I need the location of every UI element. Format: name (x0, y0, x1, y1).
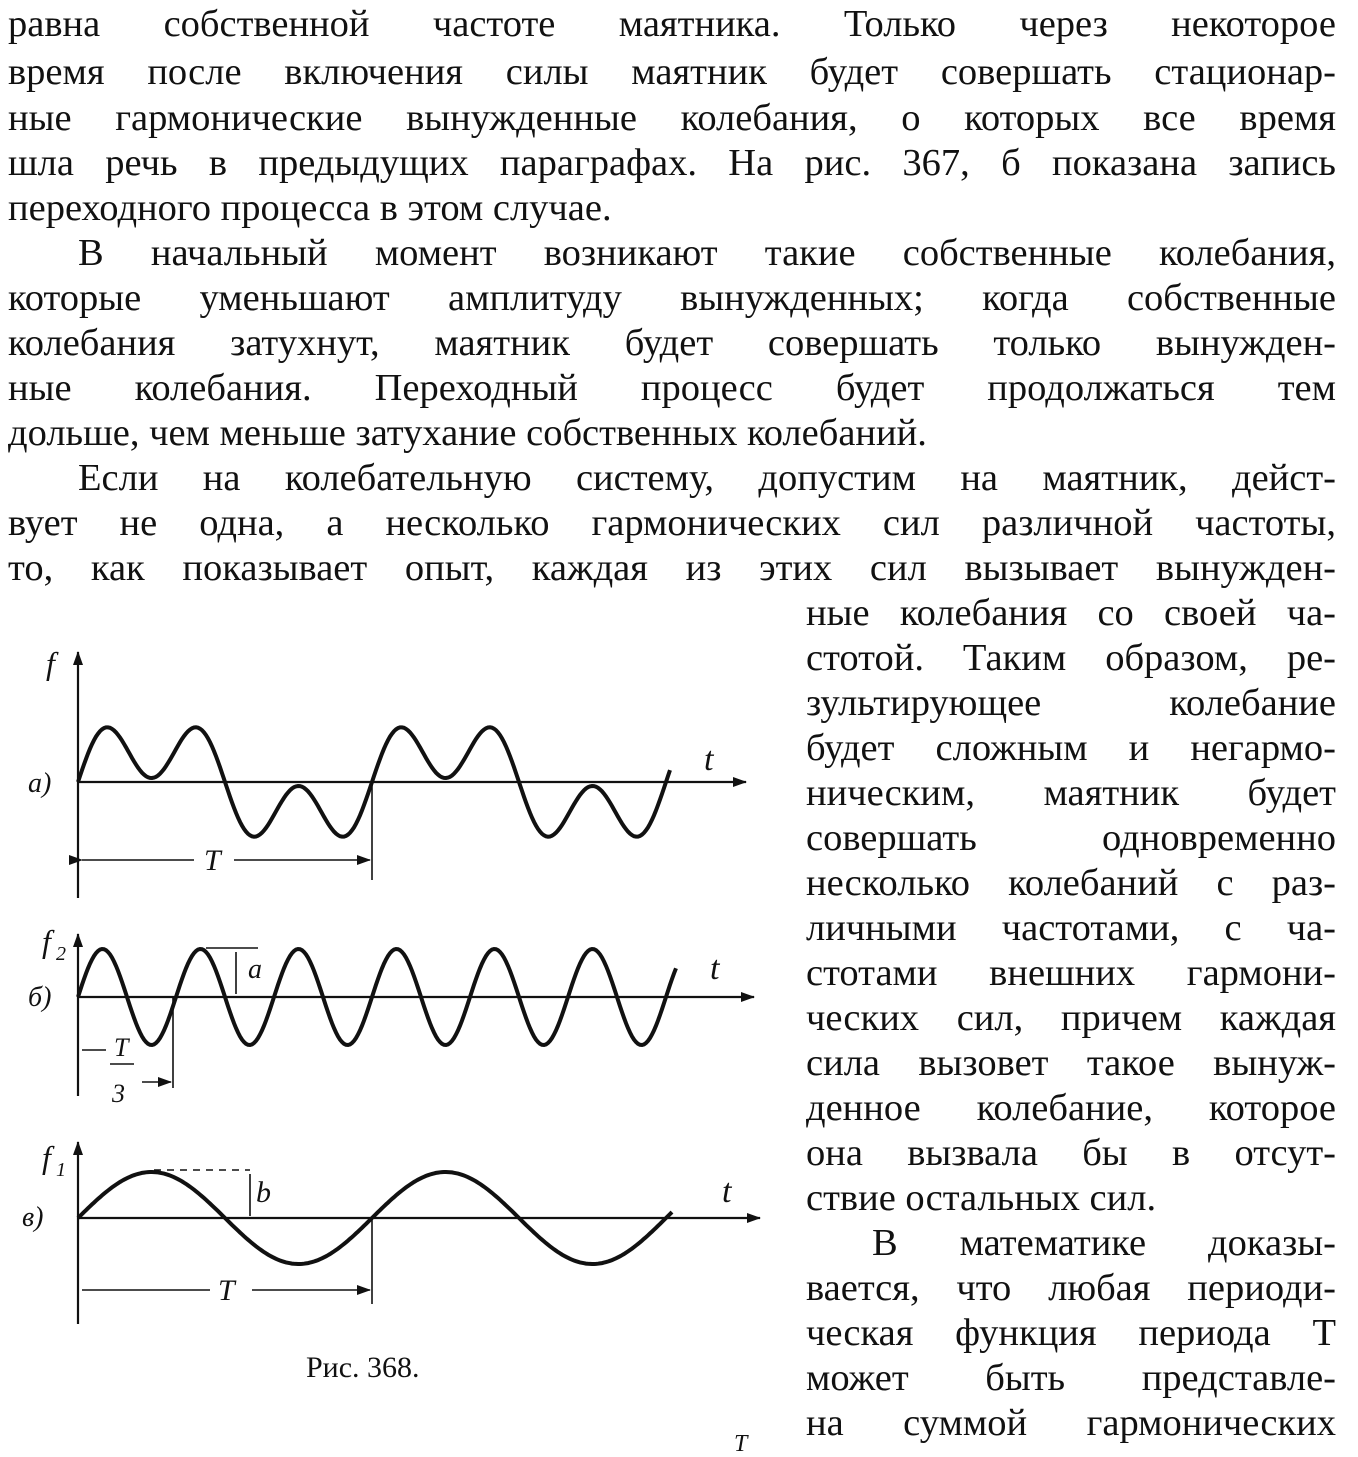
y-axis-label: f (46, 645, 55, 681)
text-line: переходного процесса в этом случае. (8, 187, 612, 229)
text-line: Если на колебательную систему, допустим на маятник, дейст- (78, 457, 1336, 499)
y-axis-label: f (42, 1139, 51, 1175)
text-line: зультирующее колебание (806, 682, 1336, 724)
text-line: стотами внешних гармони- (806, 952, 1336, 994)
cut-off-glyph: T (734, 1431, 748, 1457)
text-line: ническим, маятник будет (806, 772, 1336, 814)
text-line: стотой. Таким образом, ре- (806, 637, 1336, 679)
text-line: совершать одновременно (806, 817, 1336, 859)
text-line: ные гармонические вынужденные колебания, о которых все время (8, 97, 1336, 139)
text-line: вается, что любая периоди- (806, 1267, 1336, 1309)
panel-label: а) (28, 768, 52, 799)
text-line: будет сложным и негармо- (806, 727, 1336, 769)
text-line: колебания затухнут, маятник будет совершать только вынужден- (8, 322, 1336, 364)
period-denominator: 3 (112, 1079, 125, 1108)
amplitude-label: b (256, 1176, 271, 1209)
panel-c (78, 1142, 760, 1324)
text-line: ческая функция периода T (806, 1312, 1336, 1354)
period-numerator: T (114, 1033, 129, 1062)
y-axis-label: f (42, 923, 51, 959)
text-line: шла речь в предыдущих параграфах. На рис. 367, б показана запись (8, 142, 1336, 184)
text-line: может быть представле- (806, 1357, 1336, 1399)
x-axis-label: t (710, 950, 720, 987)
figure-368 (22, 636, 770, 1336)
text-line: время после включения силы маятник будет совершать стационар- (8, 51, 1336, 93)
panel-a (78, 652, 746, 898)
y-axis-subscript: 1 (56, 1159, 66, 1181)
text-line: то, как показывает опыт, каждая из этих сил вызывает вынужден- (8, 547, 1336, 589)
period-label: T (218, 1274, 235, 1307)
text-line: В математике доказы- (872, 1222, 1336, 1264)
y-axis-subscript: 2 (56, 943, 66, 965)
text-line: ствие остальных сил. (806, 1177, 1157, 1219)
text-line: несколько колебаний с раз- (806, 862, 1336, 904)
panel-label: в) (22, 1202, 44, 1233)
panel-label: б) (28, 982, 52, 1013)
text-line: она вызвала бы в отсут- (806, 1132, 1336, 1174)
text-line: вует не одна, а несколько гармонических сил различной частоты, (8, 502, 1336, 544)
panel-b (78, 934, 754, 1096)
text-line: которые уменьшают амплитуду вынужденных; когда собственные (8, 277, 1336, 319)
period-label: T (204, 844, 221, 877)
figure-caption: Рис. 368. (306, 1351, 420, 1384)
text-line: В начальный момент возникают такие собственные колебания, (78, 232, 1336, 274)
text-line: на суммой гармонических (806, 1402, 1336, 1444)
text-line: ные колебания со своей ча- (806, 592, 1336, 634)
text-line: личными частотами, с ча- (806, 907, 1336, 949)
x-axis-label: t (704, 741, 714, 778)
text-line: денное колебание, которое (806, 1087, 1336, 1129)
amplitude-label: a (248, 954, 262, 985)
text-line: равна собственной частоте маятника. Только через некоторое (8, 3, 1336, 45)
text-line: сила вызовет такое вынуж- (806, 1042, 1336, 1084)
text-line: ческих сил, причем каждая (806, 997, 1336, 1039)
text-line: дольше, чем меньше затухание собственных колебаний. (8, 412, 927, 454)
x-axis-label: t (722, 1173, 732, 1210)
text-line: ные колебания. Переходный процесс будет продолжаться тем (8, 367, 1336, 409)
